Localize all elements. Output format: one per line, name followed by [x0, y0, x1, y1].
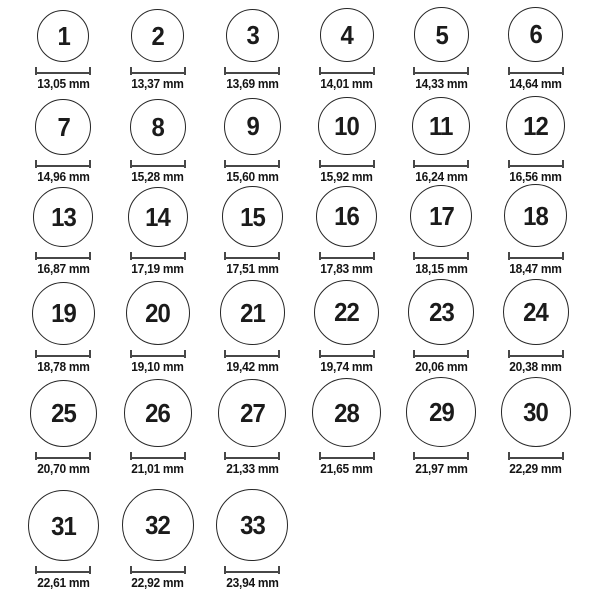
ring-size-number: 22	[334, 297, 360, 328]
diameter-measure-line	[508, 452, 564, 460]
ring-size-number: 30	[523, 396, 549, 427]
ring-size-cell	[205, 186, 300, 276]
ring-size-cell	[16, 99, 111, 184]
ring-circle	[220, 280, 285, 345]
ring-circle	[406, 377, 476, 447]
ring-size-cell	[394, 97, 489, 184]
ring-size-cell	[205, 489, 300, 590]
diameter-label: 13,69 mm	[226, 76, 279, 91]
ring-size-number: 27	[239, 397, 265, 428]
diameter-measure-line	[508, 350, 564, 358]
ring-size-number: 3	[246, 20, 259, 51]
diameter-measure-line	[35, 67, 91, 75]
diameter-measure-line	[224, 252, 280, 260]
ring-size-cell	[489, 184, 584, 276]
diameter-measure-line	[413, 252, 469, 260]
ring-circle	[128, 187, 188, 247]
ring-size-number: 18	[523, 200, 549, 231]
ring-size-number: 16	[334, 201, 360, 232]
diameter-label: 13,37 mm	[131, 76, 184, 91]
diameter-label: 22,29 mm	[509, 461, 562, 476]
ring-circle	[131, 9, 184, 62]
ring-size-number: 31	[50, 510, 76, 541]
diameter-label: 23,94 mm	[226, 575, 279, 590]
diameter-label: 14,96 mm	[37, 169, 90, 184]
ring-circle	[130, 99, 186, 155]
ring-size-cell	[16, 10, 111, 91]
ring-circle	[316, 186, 377, 247]
diameter-measure-line	[413, 67, 469, 75]
ring-size-cell	[111, 99, 206, 184]
diameter-measure-line	[130, 350, 186, 358]
diameter-measure-line	[130, 566, 186, 574]
diameter-measure-line	[319, 160, 375, 168]
ring-size-cell	[300, 280, 395, 374]
ring-circle	[30, 380, 97, 447]
ring-size-number: 1	[57, 21, 70, 51]
diameter-measure-line	[224, 160, 280, 168]
ring-size-number: 32	[145, 510, 171, 541]
ring-size-number: 13	[50, 202, 76, 233]
ring-size-cell	[300, 8, 395, 91]
ring-size-number: 19	[50, 298, 76, 329]
diameter-label: 14,01 mm	[320, 76, 373, 91]
diameter-label: 20,38 mm	[509, 359, 562, 374]
diameter-label: 16,87 mm	[37, 261, 90, 276]
diameter-measure-line	[35, 350, 91, 358]
ring-circle	[414, 7, 469, 62]
ring-size-cell	[111, 379, 206, 476]
ring-size-row	[16, 476, 583, 590]
diameter-label: 21,33 mm	[226, 461, 279, 476]
ring-size-cell	[489, 7, 584, 91]
ring-size-number: 24	[523, 296, 549, 327]
ring-size-chart	[16, 0, 583, 590]
ring-size-cell	[489, 279, 584, 374]
diameter-measure-line	[130, 160, 186, 168]
ring-size-cell	[205, 98, 300, 184]
ring-size-cell	[394, 377, 489, 476]
ring-size-number: 23	[428, 297, 454, 328]
ring-size-number: 6	[529, 19, 542, 50]
ring-size-number: 17	[428, 200, 454, 231]
diameter-measure-line	[35, 566, 91, 574]
diameter-measure-line	[413, 452, 469, 460]
ring-size-number: 7	[57, 112, 70, 143]
diameter-label: 17,51 mm	[226, 261, 279, 276]
ring-size-number: 21	[239, 297, 265, 328]
diameter-label: 17,83 mm	[320, 261, 373, 276]
ring-size-row	[16, 91, 583, 184]
ring-size-number: 15	[239, 201, 265, 232]
diameter-label: 20,70 mm	[37, 461, 90, 476]
diameter-measure-line	[224, 452, 280, 460]
ring-size-cell	[111, 187, 206, 276]
ring-size-number: 8	[151, 111, 164, 142]
diameter-label: 21,01 mm	[131, 461, 184, 476]
ring-circle	[28, 490, 99, 561]
diameter-label: 22,92 mm	[131, 575, 184, 590]
ring-circle	[506, 96, 565, 155]
ring-size-cell	[205, 9, 300, 91]
ring-size-number: 14	[145, 201, 171, 232]
diameter-label: 20,06 mm	[415, 359, 468, 374]
diameter-label: 16,56 mm	[509, 169, 562, 184]
ring-size-number: 10	[334, 111, 360, 142]
ring-circle	[218, 379, 286, 447]
diameter-label: 14,33 mm	[415, 76, 468, 91]
diameter-label: 15,28 mm	[131, 169, 184, 184]
ring-size-cell	[111, 489, 206, 590]
diameter-label: 22,61 mm	[37, 575, 90, 590]
ring-size-number: 2	[151, 20, 164, 51]
ring-circle	[312, 378, 381, 447]
ring-size-cell	[205, 280, 300, 374]
diameter-measure-line	[319, 67, 375, 75]
diameter-measure-line	[508, 160, 564, 168]
ring-circle	[226, 9, 279, 62]
ring-circle	[412, 97, 470, 155]
diameter-label: 21,65 mm	[320, 461, 373, 476]
diameter-label: 18,47 mm	[509, 261, 562, 276]
diameter-label: 19,42 mm	[226, 359, 279, 374]
ring-size-cell	[16, 490, 111, 590]
ring-size-cell	[394, 7, 489, 91]
diameter-measure-line	[130, 252, 186, 260]
diameter-measure-line	[224, 350, 280, 358]
ring-size-number: 11	[429, 110, 453, 141]
ring-size-cell	[16, 282, 111, 374]
ring-size-cell	[489, 377, 584, 476]
ring-circle	[408, 279, 474, 345]
diameter-label: 19,74 mm	[320, 359, 373, 374]
ring-size-row	[16, 0, 583, 91]
diameter-measure-line	[130, 67, 186, 75]
ring-size-row	[16, 276, 583, 374]
ring-circle	[508, 7, 563, 62]
diameter-measure-line	[35, 452, 91, 460]
ring-size-cell	[489, 96, 584, 184]
ring-size-number: 29	[428, 397, 454, 428]
ring-circle	[503, 279, 569, 345]
ring-size-cell	[111, 281, 206, 374]
ring-size-number: 28	[334, 397, 360, 428]
ring-size-cell	[394, 185, 489, 276]
diameter-measure-line	[319, 452, 375, 460]
ring-circle	[33, 187, 93, 247]
diameter-label: 15,60 mm	[226, 169, 279, 184]
ring-size-number: 5	[435, 19, 448, 50]
diameter-measure-line	[413, 350, 469, 358]
ring-size-cell	[300, 97, 395, 184]
ring-circle	[37, 10, 89, 62]
ring-circle	[35, 99, 91, 155]
diameter-label: 14,64 mm	[509, 76, 562, 91]
ring-circle	[124, 379, 192, 447]
diameter-measure-line	[508, 67, 564, 75]
ring-size-number: 4	[340, 20, 353, 51]
diameter-measure-line	[35, 252, 91, 260]
diameter-measure-line	[224, 566, 280, 574]
ring-size-cell	[111, 9, 206, 91]
ring-circle	[410, 185, 472, 247]
ring-size-row	[16, 184, 583, 276]
diameter-measure-line	[224, 67, 280, 75]
ring-size-row	[16, 374, 583, 476]
diameter-label: 17,19 mm	[131, 261, 184, 276]
ring-size-cell	[300, 378, 395, 476]
ring-circle	[318, 97, 376, 155]
diameter-measure-line	[413, 160, 469, 168]
ring-size-number: 20	[145, 298, 171, 329]
ring-size-number: 33	[239, 509, 265, 540]
diameter-label: 18,78 mm	[37, 359, 90, 374]
diameter-label: 21,97 mm	[415, 461, 468, 476]
ring-circle	[314, 280, 379, 345]
ring-circle	[122, 489, 194, 561]
ring-size-number: 9	[246, 111, 259, 142]
ring-circle	[32, 282, 95, 345]
ring-size-cell	[205, 379, 300, 476]
diameter-label: 19,10 mm	[131, 359, 184, 374]
ring-circle	[224, 98, 281, 155]
ring-size-cell	[16, 380, 111, 476]
diameter-measure-line	[508, 252, 564, 260]
ring-circle	[222, 186, 283, 247]
diameter-label: 13,05 mm	[37, 76, 90, 91]
diameter-measure-line	[130, 452, 186, 460]
diameter-measure-line	[35, 160, 91, 168]
ring-circle	[320, 8, 374, 62]
ring-size-cell	[300, 186, 395, 276]
diameter-label: 16,24 mm	[415, 169, 468, 184]
diameter-measure-line	[319, 252, 375, 260]
ring-size-cell	[16, 187, 111, 276]
ring-circle	[126, 281, 190, 345]
ring-size-cell	[394, 279, 489, 374]
diameter-label: 15,92 mm	[320, 169, 373, 184]
ring-size-number: 26	[145, 398, 171, 429]
ring-size-number: 25	[50, 398, 76, 429]
ring-circle	[216, 489, 288, 561]
ring-circle	[501, 377, 571, 447]
ring-size-number: 12	[523, 110, 549, 141]
ring-circle	[504, 184, 567, 247]
diameter-measure-line	[319, 350, 375, 358]
diameter-label: 18,15 mm	[415, 261, 468, 276]
